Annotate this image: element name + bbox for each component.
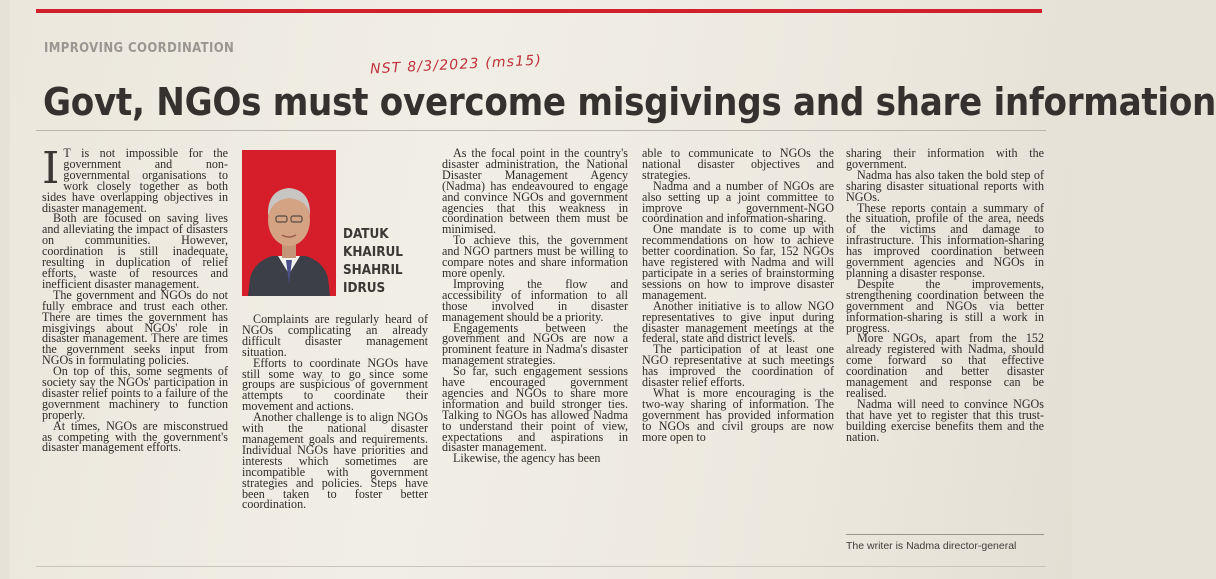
footnote-divider (846, 534, 1044, 535)
paragraph: The government and NGOs do not fully embrace and trust each other. There are times the government has misgivings about NGOs' role in disaster management. There are times the government seeks input from NGOs in formulating policies. (42, 287, 228, 368)
paragraph: As the focal point in the country's disaster administration, the National Disaster Management Agency (Nadma) has endeavoured to engage and convince NGOs and government agencies that this weakness in coordination between them must be minimised. (442, 146, 628, 237)
byline-line: DATUK (343, 227, 389, 242)
paragraph: Despite the improvements, strengthening coordination between the government and NGOs via better information-sharing is still a work in progress. (846, 276, 1044, 335)
handwritten-date-note: NST 8/3/2023 (ms15) (369, 52, 543, 78)
article-column-5 (846, 148, 1044, 442)
author-portrait-image (242, 150, 336, 296)
paragraph: Another initiative is to allow NGO representatives to give input during disaster management meetings at the federal, state and district levels. (642, 298, 834, 346)
headline-divider (36, 130, 1046, 131)
opening-paragraph (42, 143, 228, 215)
paragraph-continued: sharing their information with the government. (846, 146, 1044, 171)
byline-line: KHAIRUL (343, 245, 403, 260)
paragraph: These reports contain a summary of the situation, profile of the area, needs of the victims and damage to infrastructure. This information-sharing has improved coordination between government agencies and NGOs in planning a disaster response. (846, 200, 1044, 280)
paragraph: More NGOs, apart from the 152 already registered with Nadma, should come forward so that effective coordination and better disaster management and response can be realised. (846, 331, 1044, 400)
section-kicker: IMPROVING COORDINATION (44, 41, 235, 56)
paragraph: Improving the flow and accessibility of information to all those involved in disaster management should be a priority. (442, 276, 628, 324)
article-column-3 (442, 148, 628, 464)
paragraph-continued: able to communicate to NGOs the national disaster objectives and strategies. (642, 146, 834, 182)
paragraph: Likewise, the agency has been (453, 451, 601, 466)
drop-cap: I (42, 143, 60, 194)
paragraph: The participation of at least one NGO representative at such meetings has improved the coordination of disaster relief efforts. (642, 342, 834, 390)
paragraph: Efforts to coordinate NGOs have still some way to go since some groups are suspicious of government attempts to coordinate their movement and actions. (242, 355, 428, 414)
byline-line: IDRUS (343, 281, 386, 296)
paragraph: So far, such engagement sessions have encouraged government agencies and NGOs to share more information and build stronger ties. Talking to NGOs has allowed Nadma to understand their point of view, expectations and aspirations in disaster management. (442, 364, 628, 455)
newspaper-page (10, 0, 1216, 579)
article-column-4 (642, 148, 834, 442)
paragraph-text: T is not impossible for the government and non-governmental organisations to work closely together as both sides have overlapping objectives in disaster management. (42, 146, 228, 215)
paragraph: Another challenge is to align NGOs with the national disaster management goals and requirements. Individual NGOs have priorities and interests which sometimes are incompatible with government strategies and policies. Steps have been taken to foster better coordination. (242, 410, 428, 512)
author-photo (242, 150, 336, 296)
paragraph: Complaints are regularly heard of NGOs complicating an already difficult disaster management situation. (242, 312, 428, 359)
paragraph: What is more encouraging is the two-way sharing of information. The government has provided information to NGOs and civil groups are now more open to (642, 385, 834, 444)
author-byline (343, 226, 403, 298)
paragraph: At times, NGOs are misconstrued as competing with the government's disaster management efforts. (42, 418, 228, 455)
article-column-1 (42, 143, 228, 455)
paragraph: Nadma will need to convince NGOs that have yet to register that this trust-building exercise benefits them and the nation. (846, 396, 1044, 444)
paragraph: One mandate is to come up with recommendations on how to achieve better coordination. So far, 152 NGOs have registered with Nadma and will participate in a series of brainstorming sessions on how to improve disaster management. (642, 222, 834, 302)
headline: Govt, NGOs must overcome misgivings and share information (43, 80, 1216, 124)
paragraph: Engagements between the government and NGOs are now a prominent feature in Nadma's disaster management strategies. (442, 320, 628, 368)
top-red-rule (36, 9, 1042, 13)
article-column-2 (242, 314, 428, 510)
paragraph: On top of this, some segments of society say the NGOs' participation in disaster relief points to a failure of the government machinery to function properly. (42, 364, 228, 422)
paragraph: Nadma has also taken the bold step of sharing disaster situational reports with NGOs. (846, 167, 1044, 204)
bottom-rule (36, 566, 1046, 567)
byline-line: SHAHRIL (343, 263, 403, 278)
paragraph: Both are focused on saving lives and alleviating the impact of disasters on communities. However, coordination is still inadequate, resulting in duplication of relief efforts, waste of resources and inefficient disaster management. (42, 211, 228, 291)
author-footnote: The writer is Nadma director-general (846, 540, 1017, 552)
paragraph: Nadma and a number of NGOs are also setting up a joint committee to improve government-NGO coordination and information-sharing. (642, 178, 834, 226)
paragraph: To achieve this, the government and NGO partners must be willing to compare notes and share information more openly. (442, 233, 628, 280)
